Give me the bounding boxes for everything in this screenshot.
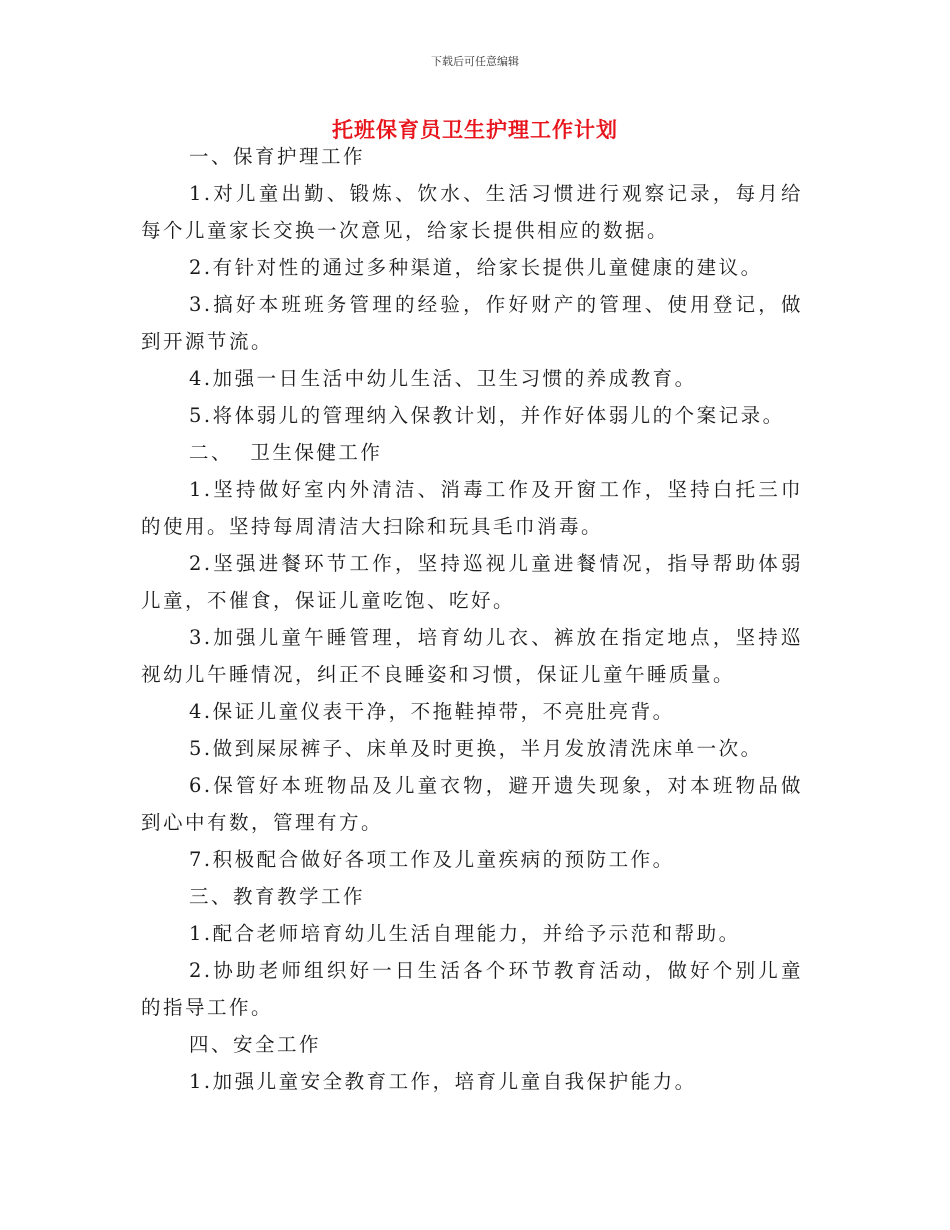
paragraph: 5.做到屎尿裤子、床单及时更换，半月发放清洗床单一次。 — [189, 737, 763, 760]
paragraph: 1.配合老师培育幼儿生活自理能力，并给予示范和帮助。 — [189, 922, 741, 945]
paragraph: 3.加强儿童午睡管理，培育幼儿衣、裤放在指定地点，坚持巡视幼儿午睡情况，纠正不良睡姿和习惯，保证儿童午睡质量。 — [141, 626, 803, 686]
paragraph: 4.保证儿童仪表干净，不拖鞋掉带，不亮肚亮背。 — [189, 700, 675, 723]
paragraph: 2.有针对性的通过多种渠道，给家长提供儿童健康的建议。 — [189, 256, 763, 279]
paragraph: 1.对儿童出勤、锻炼、饮水、生活习惯进行观察记录，每月给每个儿童家长交换一次意见，给家长提供相应的数据。 — [141, 182, 803, 242]
document-title: 托班保育员卫生护理工作计划 — [332, 118, 618, 142]
paragraph: 5.将体弱儿的管理纳入保教计划，并作好体弱儿的个案记录。 — [189, 404, 785, 427]
paragraph: 4.加强一日生活中幼儿生活、卫生习惯的养成教育。 — [189, 367, 697, 390]
paragraph: 6.保管好本班物品及儿童衣物，避开遗失现象，对本班物品做到心中有数，管理有方。 — [141, 774, 803, 834]
document-body — [141, 138, 803, 1100]
paragraph: 7.积极配合做好各项工作及儿童疾病的预防工作。 — [189, 848, 675, 871]
section-heading: 三、教育教学工作 — [189, 885, 366, 908]
section-heading: 一、保育护理工作 — [189, 145, 366, 168]
section-heading: 二、 卫生保健工作 — [189, 441, 383, 464]
paragraph: 1.坚持做好室内外清洁、消毒工作及开窗工作，坚持白托三巾的使用。坚持每周清洁大扫除和玩具毛巾消毒。 — [141, 478, 803, 538]
paragraph: 3.搞好本班班务管理的经验，作好财产的管理、使用登记，做到开源节流。 — [141, 293, 803, 353]
paragraph: 1.加强儿童安全教育工作，培育儿童自我保护能力。 — [189, 1070, 697, 1093]
paragraph: 2.协助老师组织好一日生活各个环节教育活动，做好个别儿童的指导工作。 — [141, 959, 803, 1019]
section-heading: 四、安全工作 — [189, 1033, 322, 1056]
paragraph: 2.坚强进餐环节工作，坚持巡视儿童进餐情况，指导帮助体弱儿童，不催食，保证儿童吃饱、吃好。 — [141, 552, 803, 612]
header-note: 下载后可任意编辑 — [431, 55, 519, 68]
